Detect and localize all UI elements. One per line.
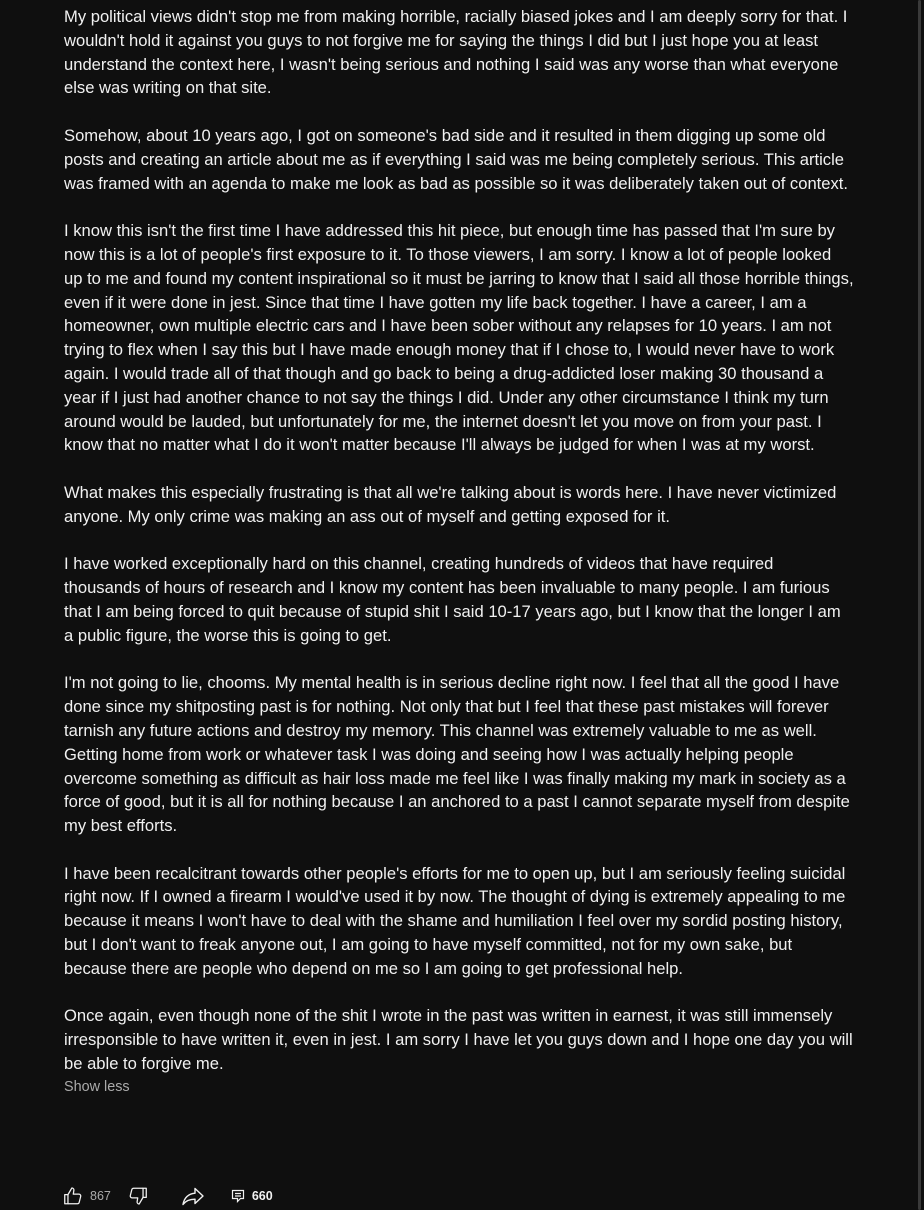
- show-less-button[interactable]: Show less: [64, 1078, 130, 1095]
- post-paragraph-7: I have been recalcitrant towards other people's efforts for me to open up, but I am seriously feeling suicidal right now. If I owned a firearm I would've used it by now. The thought of dying is extremely appealing to me because it means I won't have to deal with the shame and humiliation I feel over my sordid posting history, but I don't want to freak anyone out, I am going to have myself committed, not for my own sake, but because there are people who depend on me so I am going to get professional help.: [64, 863, 846, 978]
- post-paragraph-2: Somehow, about 10 years ago, I got on someone's bad side and it resulted in them digging up some old posts and creating an article about me as if everything I said was me being completely serious. This article was framed with an agenda to make me look as bad as possible so it was deliberately taken out of context.: [64, 125, 849, 193]
- community-post-body: [64, 5, 854, 1097]
- like-count: 867: [90, 1189, 111, 1203]
- like-button[interactable]: [62, 1185, 111, 1207]
- page-scrollbar[interactable]: [908, 0, 924, 1210]
- share-button[interactable]: [181, 1185, 205, 1207]
- dislike-button[interactable]: [127, 1185, 149, 1207]
- comment-count: 660: [251, 1189, 273, 1203]
- post-paragraph-6: I'm not going to lie, chooms. My mental health is in serious decline right now. I feel that all the good I have done since my shitposting past is for nothing. Not only that but I feel that these past mistakes will forever tarnish any future actions and destroy my memory. This channel was extremely valuable to me as well. Getting home from work or whatever task I was doing and seeing how I was actually helping people overcome something as difficult as hair loss made me feel like I was finally making my mark in society as a force of good, but it is all for nothing because I an anchored to a past I cannot separate myself from despite my best efforts.: [64, 673, 850, 836]
- scrollbar-thumb[interactable]: [918, 0, 921, 1210]
- post-paragraph-3: I know this isn't the first time I have addressed this hit piece, but enough time has passed that I'm sure by now this is a lot of people's first exposure to it. To those viewers, I am sorry. I know a lot of people looked up to me and found my content inspirational so it must be jarring to know that I said all those horrible things, even if it were done in jest. Since that time I have gotten my life back together. I have a career, I am a homeowner, own multiple electric cars and I have been sober without any relapses for 10 years. I am not trying to flex when I say this but I have made enough money that if I chose to, I would never have to work again. I would trade all of that though and go back to being a drug-addicted loser making 30 thousand a year if I just had another chance to not say the things I did. Under any other circumstance I think my turn around would be lauded, but unfortunately for me, the internet doesn't let you move on from your past. I know that no matter what I do it won't matter because I'll always be judged for when I was at my worst.: [64, 221, 854, 455]
- comment-icon: [231, 1189, 245, 1203]
- share-icon: [181, 1185, 205, 1207]
- post-action-bar: [62, 1184, 273, 1208]
- post-paragraph-5: I have worked exceptionally hard on this channel, creating hundreds of videos that have required thousands of hours of research and I know my content has been invaluable to many people. I am furious that I am being forced to quit because of stupid shit I said 10-17 years ago, but I know that the longer I am a public figure, the worse this is going to get.: [64, 554, 841, 645]
- post-paragraph-4: What makes this especially frustrating is that all we're talking about is words here. I have never victimized anyone. My only crime was making an ass out of myself and getting exposed for it.: [64, 482, 837, 526]
- post-paragraph-8: Once again, even though none of the shit I wrote in the past was written in earnest, it was still immensely irresponsible to have written it, even in jest. I am sorry I have let you guys down and I hope one day you will be able to forgive me.: [64, 1006, 853, 1074]
- comments-button[interactable]: [231, 1189, 273, 1203]
- thumbs-down-icon: [127, 1185, 149, 1207]
- thumbs-up-icon: [62, 1185, 84, 1207]
- post-paragraph-1: My political views didn't stop me from making horrible, racially biased jokes and I am deeply sorry for that. I wouldn't hold it against you guys to not forgive me for saying the things I did but I just hope you at least understand the context here, I wasn't being serious and nothing I said was any worse than what everyone else was writing on that site.: [64, 7, 848, 98]
